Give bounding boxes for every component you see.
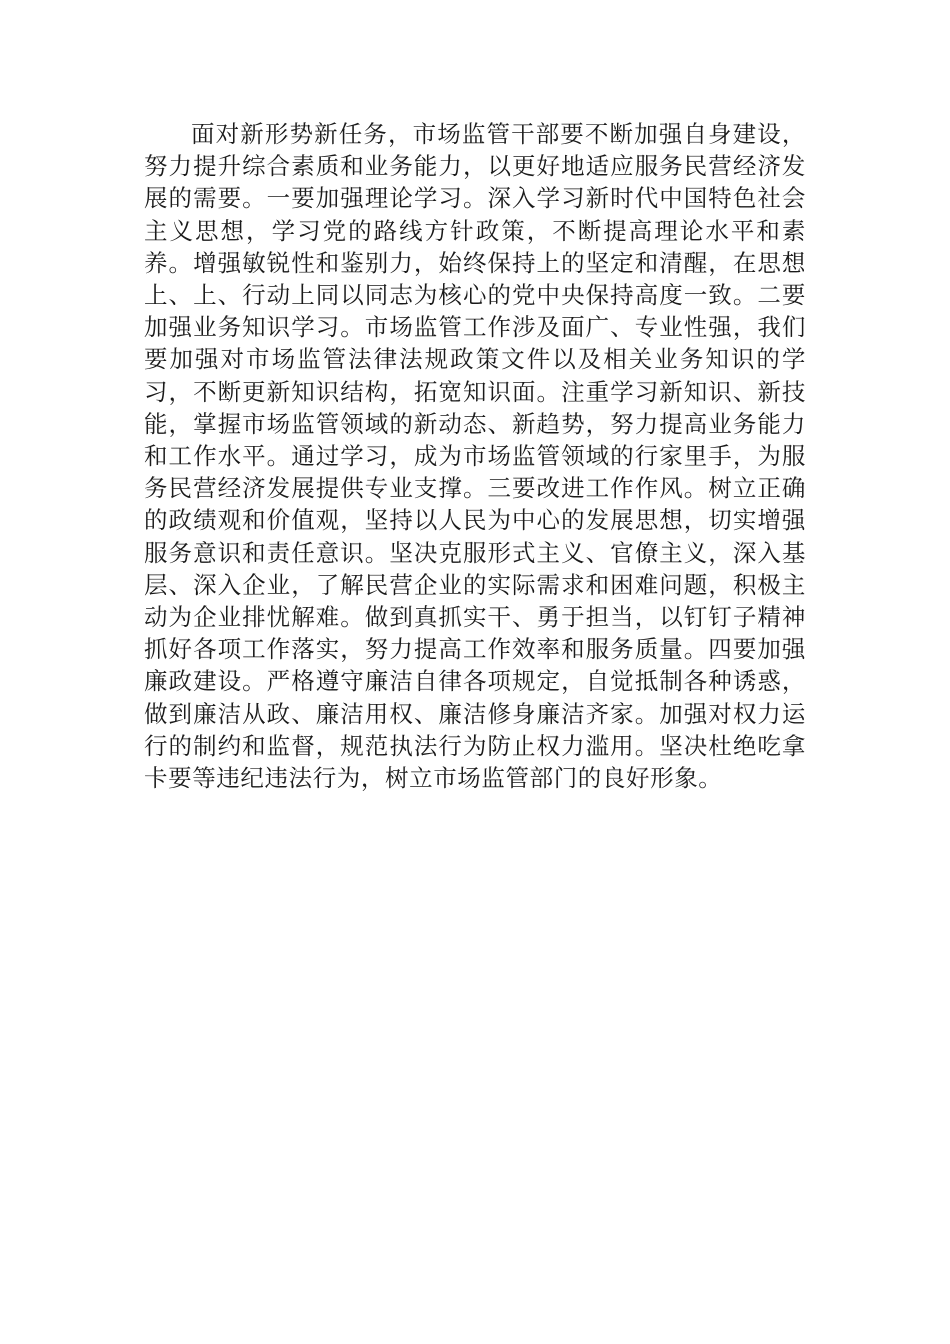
body-paragraph: 面对新形势新任务，市场监管干部要不断加强自身建设，努力提升综合素质和业务能力，以更好地适应服务民营经济发展的需要。一要加强理论学习。深入学习新时代中国特色社会主义思想，学习党的路线方针政策，不断提高理论水平和素养。增强敏锐性和鉴别力，始终保持上的坚定和清醒，在思想上、上、行动上同以同志为核心的党中央保持高度一致。二要加强业务知识学习。市场监管工作涉及面广、专业性强，我们要加强对市场监管法律法规政策文件以及相关业务知识的学习，不断更新知识结构，拓宽知识面。注重学习新知识、新技能，掌握市场监管领域的新动态、新趋势，努力提高业务能力和工作水平。通过学习，成为市场监管领域的行家里手，为服务民营经济发展提供专业支撑。三要改进工作作风。树立正确的政绩观和价值观，坚持以人民为中心的发展思想，切实增强服务意识和责任意识。坚决克服形式主义、官僚主义，深入基层、深入企业，了解民营企业的实际需求和困难问题，积极主动为企业排忧解难。做到真抓实干、勇于担当，以钉钉子精神抓好各项工作落实，努力提高工作效率和服务质量。四要加强廉政建设。严格遵守廉洁自律各项规定，自觉抵制各种诱惑，做到廉洁从政、廉洁用权、廉洁修身廉洁齐家。加强对权力运行的制约和监督，规范执法行为防止权力滥用。坚决杜绝吃拿卡要等违纪违法行为，树立市场监管部门的良好形象。 [144,120,806,793]
